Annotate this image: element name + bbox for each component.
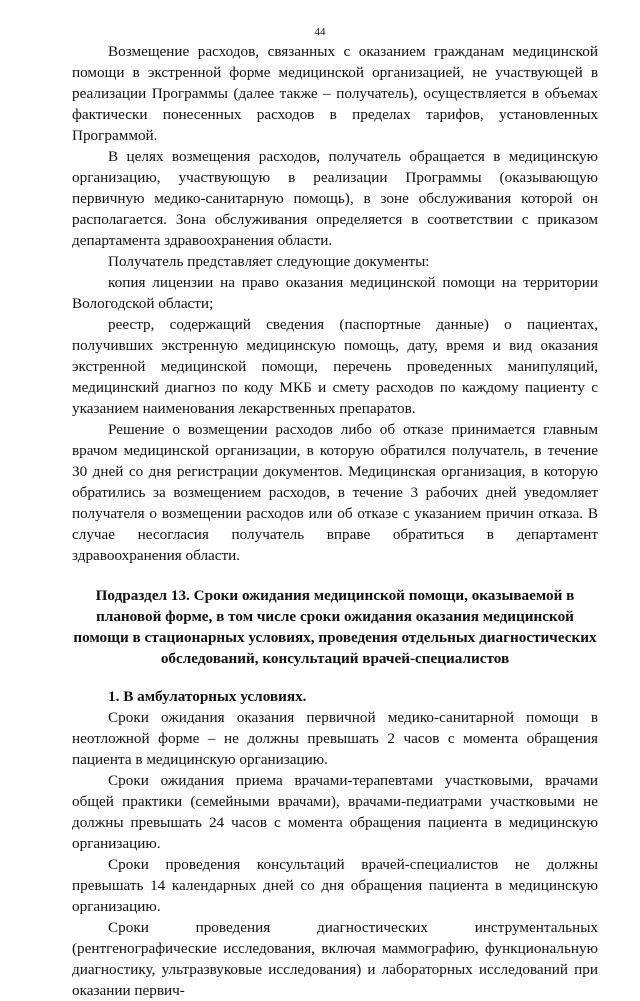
page-number: 44 [314,26,326,38]
document-body [72,41,598,1001]
section-heading: Подраздел 13. Сроки ожидания медицинской помощи, оказываемой в плановой форме, в том числе сроки ожидания оказания медицинской помощи в стационарных условиях, проведения отдельных диагностических обследований, консультаций врачей-специалистов [73,587,597,667]
paragraph-reimbursement: Возмещение расходов, связанных с оказанием гражданам медицинской помощи в экстренной форме медицинской организацией, не участвующей в реализации Программы (далее также – получатель), осуществляется в объемах фактически понесенных расходов в пределах тарифов, установленных Программой. [72,43,598,144]
paragraph-documents-intro: Получатель представляет следующие документы: [108,253,430,270]
paragraph-diagnostics: Сроки проведения диагностических инструментальных (рентгенографические исследования, включая маммографию, функциональную диагностику, ультразвуковые исследования) и лабораторных исследований при оказании первич- [72,919,598,999]
paragraph-decision: Решение о возмещении расходов либо об отказе принимается главным врачом медицинской организации, в которую обратился получатель, в течение 30 дней со дня регистрации документов. Медицинская организация, в которую обратились за возмещением расходов, в течение 3 рабочих дней уведомляет получателя о возмещении расходов или об отказе с указанием причин отказа. В случае несогласия получатель вправе обратиться в департамент здравоохранения области. [72,421,598,564]
paragraph-license: копия лицензии на право оказания медицинской помощи на территории Вологодской области; [72,274,598,312]
subsection-heading: 1. В амбулаторных условиях. [108,688,307,705]
paragraph-registry: реестр, содержащий сведения (паспортные данные) о пациентах, получивших экстренную медицинскую помощь, дату, время и вид оказания экстренной медицинской помощи, перечень проведенных манипуляций, медицинский диагноз по коду МКБ и смету расходов по каждому пациенту с указанием наименования лекарственных препаратов. [72,316,598,417]
paragraph-primary-physicians: Сроки ожидания приема врачами-терапевтами участковыми, врачами общей практики (семейными врачами), врачами-педиатрами участковыми не должны превышать 24 часов с момента обращения пациента в медицинскую организацию. [72,772,598,852]
paragraph-urgent-care: Сроки ожидания оказания первичной медико-санитарной помощи в неотложной форме – не должны превышать 2 часов с момента обращения пациента в медицинскую организацию. [72,709,598,768]
paragraph-application: В целях возмещения расходов, получатель обращается в медицинскую организацию, участвующую в реализации Программы (оказывающую первичную медико-санитарную помощь), в зоне обслуживания которой он располагается. Зона обслуживания определяется в соответствии с приказом департамента здравоохранения области. [72,148,598,249]
paragraph-specialists: Сроки проведения консультаций врачей-специалистов не должны превышать 14 календарных дней со дня обращения пациента в медицинскую организацию. [72,856,598,915]
